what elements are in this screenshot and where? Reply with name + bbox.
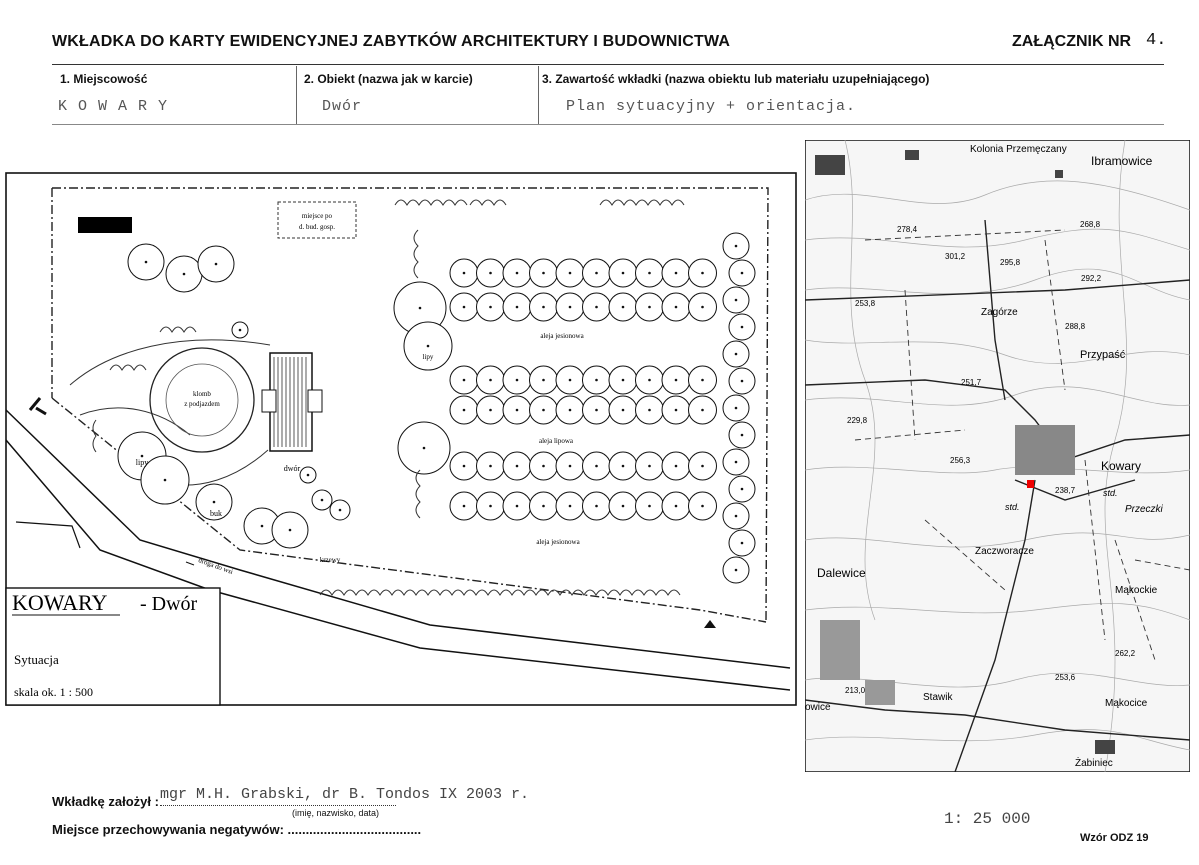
map-height-label: 253,6	[1055, 673, 1076, 682]
tree-trunk	[423, 447, 426, 450]
tree-trunk	[542, 409, 545, 412]
tree-trunk	[648, 306, 651, 309]
tree-trunk	[675, 379, 678, 382]
tree-trunk	[622, 465, 625, 468]
tree-trunk	[489, 409, 492, 412]
map-place-label: Zaczworacze	[975, 546, 1034, 557]
label-avenue: aleja lipowa	[538, 437, 574, 445]
former-building-box	[278, 202, 356, 238]
tree-trunk	[516, 379, 519, 382]
location-map	[805, 140, 1190, 772]
tree-trunk	[622, 409, 625, 412]
attachment-label: ZAŁĄCZNIK NR	[1012, 33, 1132, 50]
hedge	[93, 420, 96, 452]
tree-trunk	[741, 488, 744, 491]
tree-trunk	[516, 409, 519, 412]
map-place-label: Ibramowice	[1091, 154, 1153, 168]
header-rule	[52, 64, 1164, 65]
hedge	[414, 230, 418, 278]
tree-trunk	[622, 306, 625, 309]
label-avenue: aleja jesionowa	[540, 332, 584, 340]
map-height-label: 295,8	[1000, 258, 1021, 267]
tree-trunk	[145, 261, 148, 264]
map-place-label: Zagórze	[981, 307, 1018, 318]
field-label-content: 3. Zawartość wkładki (nazwa obiektu lub materiału uzupełniającego)	[542, 72, 930, 86]
map-place-label: Kowary	[1101, 459, 1142, 473]
tree-layer	[118, 233, 755, 583]
tree-trunk	[141, 455, 144, 458]
map-scale: 1: 25 000	[944, 810, 1031, 828]
map-height-label: 301,2	[945, 252, 966, 261]
tree-trunk	[569, 272, 572, 275]
tree-trunk	[648, 272, 651, 275]
tree-trunk	[735, 353, 738, 356]
tree-trunk	[463, 272, 466, 275]
map-frame	[805, 140, 1190, 772]
tree-trunk	[741, 542, 744, 545]
redaction-bar	[78, 217, 132, 233]
field-divider	[296, 66, 297, 124]
manor-porch	[262, 390, 276, 412]
tree-trunk	[419, 307, 422, 310]
tree-trunk	[569, 306, 572, 309]
tree-trunk	[542, 505, 545, 508]
label-lipy: lipy	[422, 353, 434, 361]
label-place-note-2: d. bud. gosp.	[299, 223, 335, 231]
map-height-label: 256,3	[950, 456, 971, 465]
tree-trunk	[489, 379, 492, 382]
tree-trunk	[701, 379, 704, 382]
map-height-label: 292,2	[1081, 274, 1102, 283]
tree-trunk	[595, 505, 598, 508]
tree-trunk	[463, 505, 466, 508]
tree-trunk	[675, 306, 678, 309]
hedge	[160, 327, 196, 332]
negatives-label: Miejsce przechowywania negatywów: .....................................	[52, 822, 422, 837]
tree-trunk	[321, 499, 324, 502]
label-klomb: klomb	[193, 390, 211, 398]
map-place-label: owice	[805, 702, 831, 713]
tree-trunk	[735, 407, 738, 410]
hedge	[110, 365, 146, 370]
plan-kind: Sytuacja	[14, 652, 59, 667]
map-height-label: 253,8	[855, 299, 876, 308]
tree-trunk	[701, 505, 704, 508]
tree-trunk	[516, 465, 519, 468]
tree-trunk	[741, 434, 744, 437]
founded-dotline	[160, 805, 396, 806]
label-dwor: dwór	[283, 464, 301, 473]
tree-trunk	[595, 465, 598, 468]
tree-trunk	[741, 272, 744, 275]
tree-trunk	[463, 465, 466, 468]
label-lipy: lipy	[135, 458, 149, 467]
tree-trunk	[289, 529, 292, 532]
tree-trunk	[675, 465, 678, 468]
map-height-label: 229,8	[847, 416, 868, 425]
tree-trunk	[215, 263, 218, 266]
tree-trunk	[516, 272, 519, 275]
field-divider	[538, 66, 539, 124]
site-plan	[0, 170, 800, 710]
founded-label: Wkładkę założył :	[52, 794, 159, 809]
field-value-content: Plan sytuacyjny + orientacja.	[566, 98, 857, 115]
map-abbr-label: std.	[1103, 488, 1118, 498]
plan-title-place: KOWARY	[12, 590, 108, 615]
tree-trunk	[542, 272, 545, 275]
tree-trunk	[489, 272, 492, 275]
tree-trunk	[569, 465, 572, 468]
field-label-place: 1. Miejscowość	[60, 72, 148, 86]
tree-trunk	[735, 245, 738, 248]
entrance-arrow	[704, 620, 716, 628]
tree-trunk	[735, 569, 738, 572]
label-place-note: miejsce po	[301, 212, 333, 220]
field-value-object: Dwór	[322, 98, 363, 115]
attachment-number: 4.	[1146, 31, 1167, 50]
object-marker	[1027, 480, 1034, 488]
tree-trunk	[675, 272, 678, 275]
tree-trunk	[741, 326, 744, 329]
tree-trunk	[648, 409, 651, 412]
map-height-label: 262,2	[1115, 649, 1136, 658]
map-height-label: 278,4	[897, 225, 918, 234]
founded-hint: (imię, nazwisko, data)	[292, 808, 380, 818]
tree-trunk	[648, 465, 651, 468]
tree-trunk	[675, 505, 678, 508]
hedge	[320, 590, 680, 595]
tree-trunk	[516, 505, 519, 508]
hedge	[395, 200, 467, 205]
tree-trunk	[701, 272, 704, 275]
form-code: Wzór ODZ 19	[1080, 832, 1149, 844]
map-place-label: Dalewice	[817, 566, 866, 580]
tree-trunk	[489, 465, 492, 468]
field-value-place: K O W A R Y	[58, 98, 169, 115]
tree-trunk	[622, 505, 625, 508]
map-place-label: Przeczki	[1125, 504, 1163, 515]
tree-trunk	[463, 409, 466, 412]
tree-trunk	[569, 409, 572, 412]
tree-trunk	[213, 501, 216, 504]
form-title: WKŁADKA DO KARTY EWIDENCYJNEJ ZABYTKÓW ARCHITEKTURY I BUDOWNICTWA	[52, 33, 731, 50]
map-height-label: 251,7	[961, 378, 982, 387]
tree-trunk	[339, 509, 342, 512]
tree-trunk	[463, 379, 466, 382]
tree-trunk	[735, 515, 738, 518]
tree-trunk	[239, 329, 242, 332]
tree-trunk	[595, 272, 598, 275]
tree-trunk	[622, 272, 625, 275]
road-arrow	[186, 562, 194, 565]
label-road: droga do wsi	[197, 556, 235, 577]
path-line	[70, 340, 270, 385]
tree-trunk	[164, 479, 167, 482]
tree-trunk	[741, 380, 744, 383]
map-place-label: Żabiniec	[1075, 758, 1113, 769]
map-height-label: 238,7	[1055, 486, 1076, 495]
tree-trunk	[516, 306, 519, 309]
tree-trunk	[542, 379, 545, 382]
map-place-label: Stawik	[923, 692, 953, 703]
map-place-label: Kolonia Przemęczany	[970, 144, 1067, 155]
tree-trunk	[701, 409, 704, 412]
map-place-label: Przypaść	[1080, 349, 1126, 361]
tree-trunk	[569, 505, 572, 508]
tree-trunk	[701, 465, 704, 468]
plan-title-object: - Dwór	[140, 593, 198, 615]
hedge	[416, 470, 420, 518]
tree-trunk	[542, 306, 545, 309]
plan-scale: skala ok. 1 : 500	[14, 685, 93, 699]
tree-trunk	[542, 465, 545, 468]
manor-porch	[308, 390, 322, 412]
tree-trunk	[261, 525, 264, 528]
north-arrow	[16, 522, 80, 548]
hedge	[600, 200, 684, 205]
field-label-object: 2. Obiekt (nazwa jak w karcie)	[304, 72, 473, 86]
tree-trunk	[183, 273, 186, 276]
map-height-label: 288,8	[1065, 322, 1086, 331]
label-klomb-2: z podjazdem	[184, 400, 220, 408]
tree-trunk	[595, 306, 598, 309]
map-place-label: Mąkockie	[1115, 585, 1158, 596]
tree-trunk	[427, 345, 430, 348]
tree-trunk	[648, 379, 651, 382]
tree-trunk	[648, 505, 651, 508]
founded-value: mgr M.H. Grabski, dr B. Tondos IX 2003 r.	[160, 786, 530, 803]
tree-trunk	[735, 461, 738, 464]
tree-trunk	[569, 379, 572, 382]
map-place-label: Mąkocice	[1105, 698, 1148, 709]
tree-trunk	[735, 299, 738, 302]
label-buk: buk	[210, 509, 222, 518]
tree-trunk	[622, 379, 625, 382]
map-height-label: 268,8	[1080, 220, 1101, 229]
tree-trunk	[675, 409, 678, 412]
label-krzewy: krzewy	[319, 556, 341, 564]
hedge	[470, 200, 506, 205]
tree-trunk	[463, 306, 466, 309]
tree-trunk	[701, 306, 704, 309]
map-abbr-label: std.	[1005, 502, 1020, 512]
tree-trunk	[595, 409, 598, 412]
tree-trunk	[489, 505, 492, 508]
fields-rule	[52, 124, 1164, 125]
tree-trunk	[307, 474, 310, 477]
entrance-arrow	[30, 398, 46, 414]
label-avenue: aleja jesionowa	[536, 538, 580, 546]
map-height-label: 213,0	[845, 686, 866, 695]
tree-trunk	[595, 379, 598, 382]
tree-trunk	[489, 306, 492, 309]
